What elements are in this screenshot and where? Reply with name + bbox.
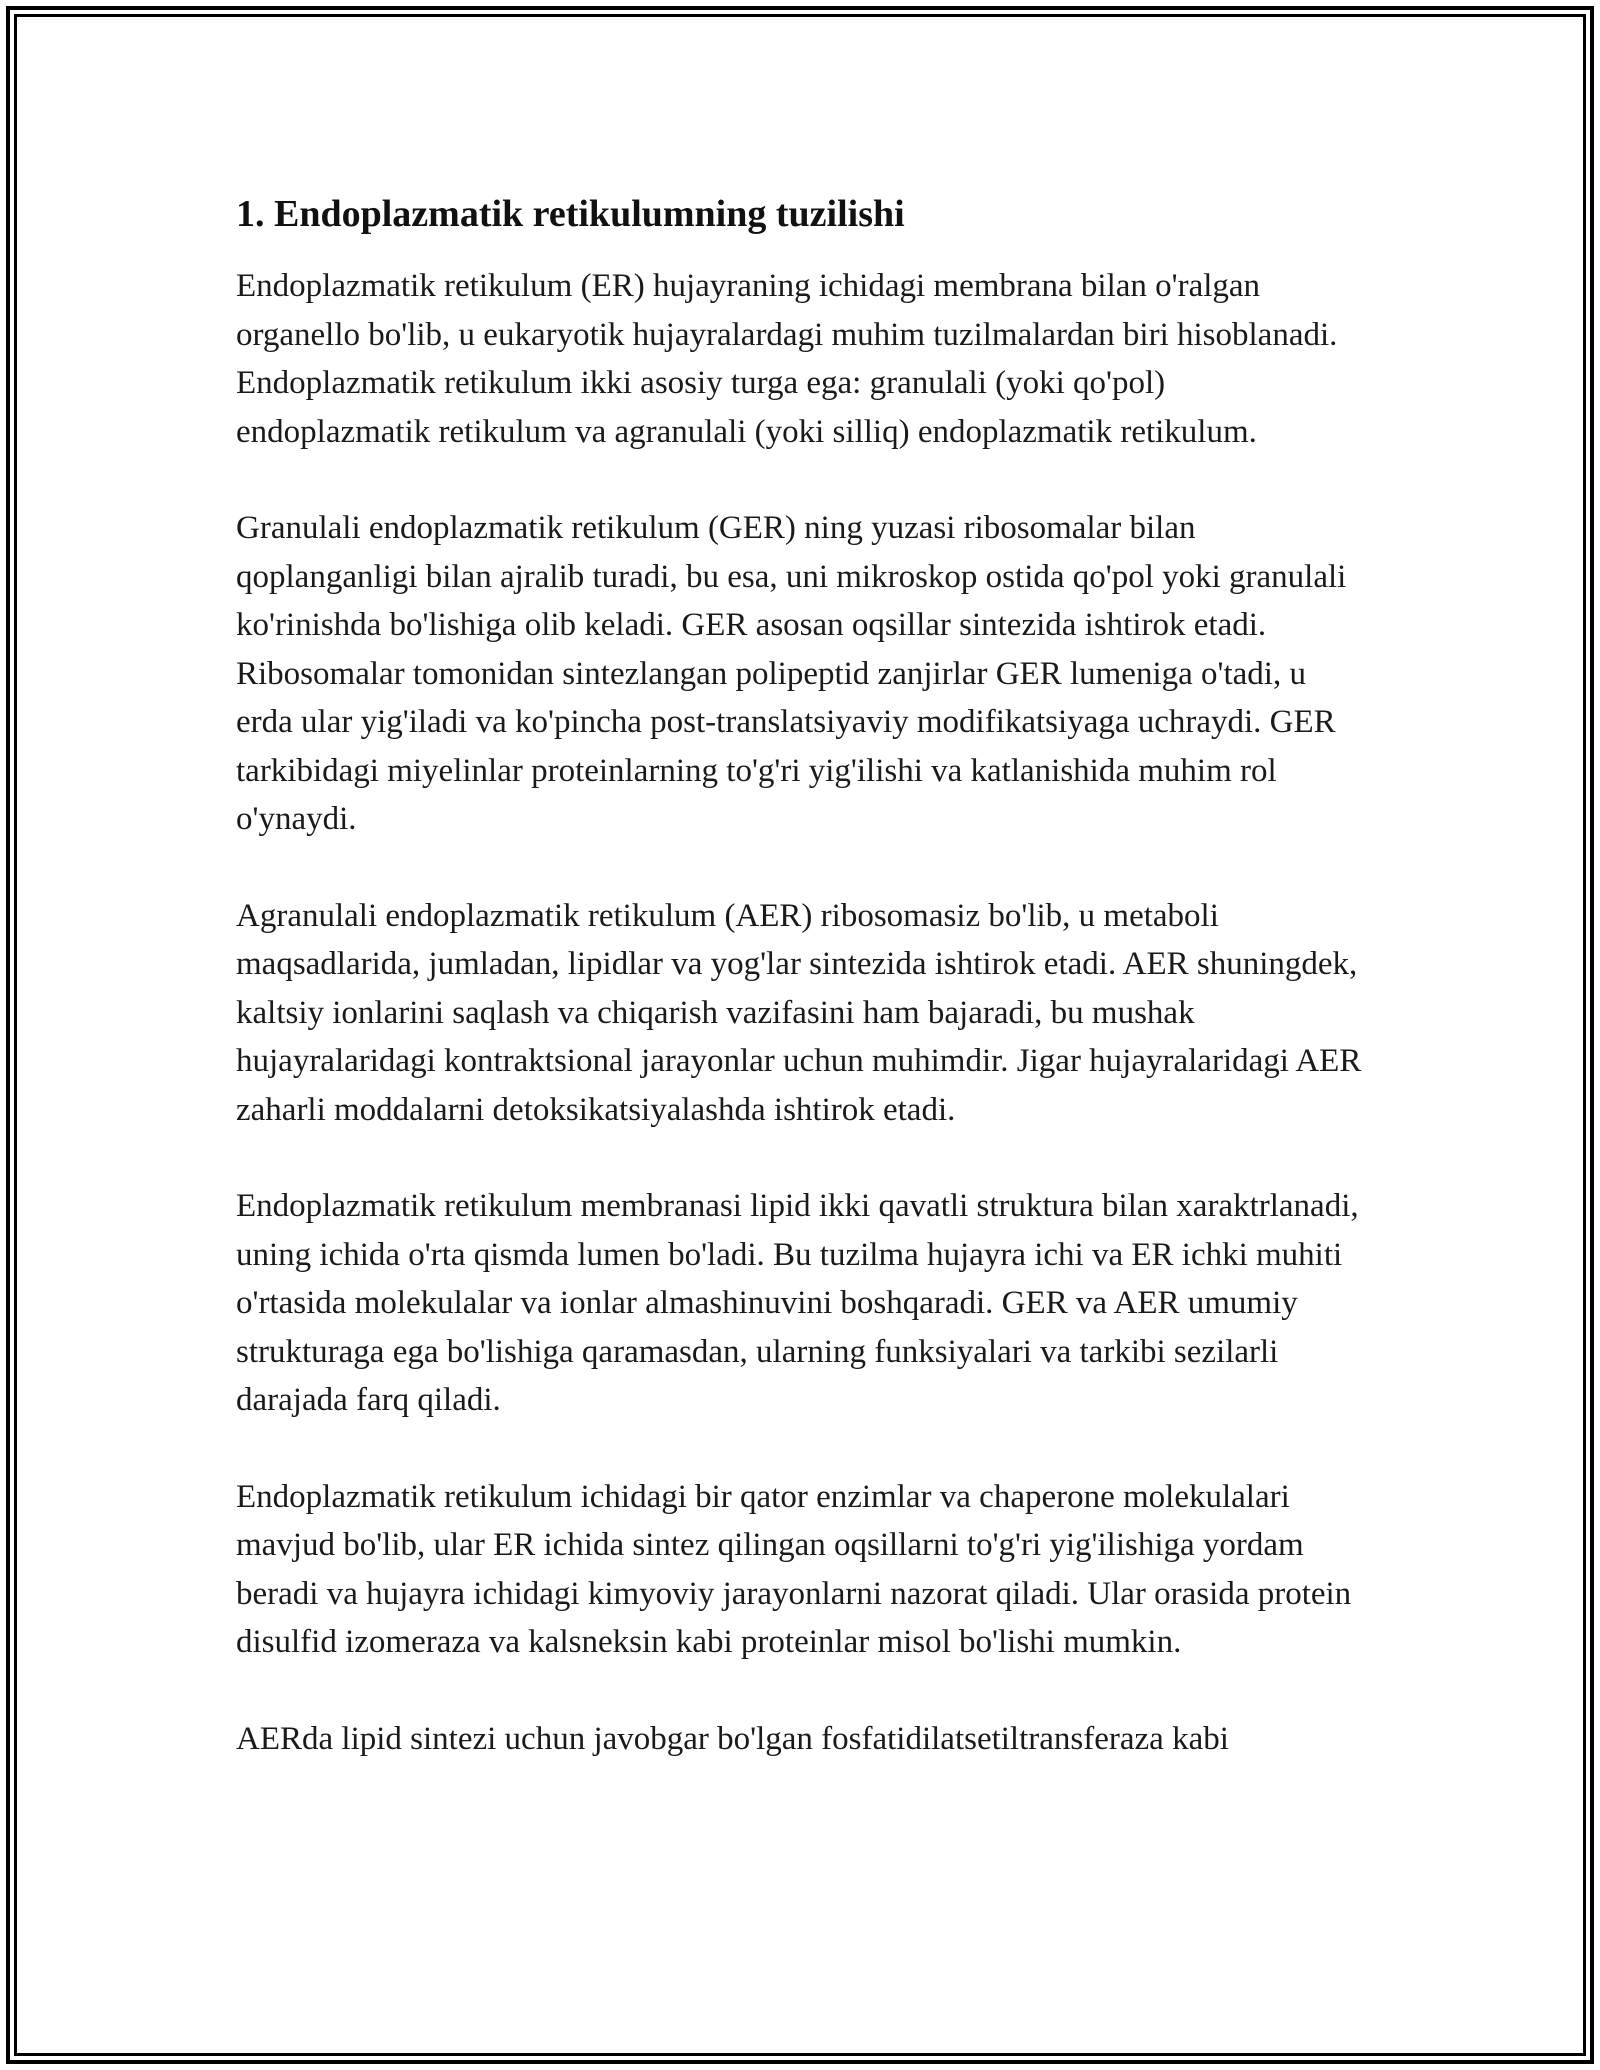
paragraph-er-membrane: Endoplazmatik retikulum membranasi lipid ikki qavatli struktura bilan xaraktrlanadi, uning ichida o'rta qismda lumen bo'ladi. Bu tuzilma hujayra ichi va ER ichki muhiti o'rtasida molekulalar va ionlar almashinuvini boshqaradi. GER va AER umumiy strukturaga ega bo'lishiga qaramasdan, ularning funksiyalari va tarkibi sezilarli darajada farq qiladi. (236, 1188, 1359, 1418)
paragraph-granular-er: Granulali endoplazmatik retikulum (GER) ning yuzasi ribosomalar bilan qoplanganligi bilan ajralib turadi, bu esa, uni mikroskop ostida qo'pol yoki granulali ko'rinishda bo'lishiga olib keladi. GER asosan oqsillar sintezida ishtirok etadi. Ribosomalar tomonidan sintezlangan polipeptid zanjirlar GER lumeniga o'tadi, u erda ular yig'iladi va ko'pincha post-translatsiyaviy modifikatsiyaga uchraydi. GER tarkibidagi miyelinlar proteinlarning to'g'ri yig'ilishi va katlanishida muhim rol o'ynaydi. (236, 510, 1347, 837)
document-body (236, 186, 1366, 1811)
paragraph-er-enzymes: Endoplazmatik retikulum ichidagi bir qator enzimlar va chaperone molekulalari mavjud bo'lib, ular ER ichida sintez qilingan oqsillarni to'g'ri yig'ilishiga yordam beradi va hujayra ichidagi kimyoviy jarayonlarni nazorat qiladi. Ular orasida protein disulfid izomeraza va kalsneksin kabi proteinlar misol bo'lishi mumkin. (236, 1478, 1352, 1660)
paragraph-agranular-er: Agranulali endoplazmatik retikulum (AER) ribosomasiz bo'lib, u metaboli maqsadlarida, jumladan, lipidlar va yog'lar sintezida ishtirok etadi. AER shuningdek, kaltsiy ionlarini saqlash va chiqarish vazifasini ham bajaradi, bu mushak hujayralaridagi kontraktsional jarayonlar uchun muhimdir. Jigar hujayralaridagi AER zaharli moddalarni detoksikatsiyalashda ishtirok etadi. (236, 897, 1362, 1128)
paragraph-er-overview: Endoplazmatik retikulum (ER) hujayraning ichidagi membrana bilan o'ralgan organello bo'lib, u eukaryotik hujayralardagi muhim tuzilmalardan biri hisoblanadi. Endoplazmatik retikulum ikki asosiy turga ega: granulali (yoki qo'pol) endoplazmatik retikulum va agranulali (yoki silliq) endoplazmatik retikulum. (236, 268, 1338, 450)
section-heading: 1. Endoplazmatik retikulumning tuzilishi (236, 193, 905, 235)
paragraph-aer-lipid-synthesis: AERda lipid sintezi uchun javobgar bo'lgan fosfatidilatsetiltransferaza kabi (236, 1720, 1229, 1757)
